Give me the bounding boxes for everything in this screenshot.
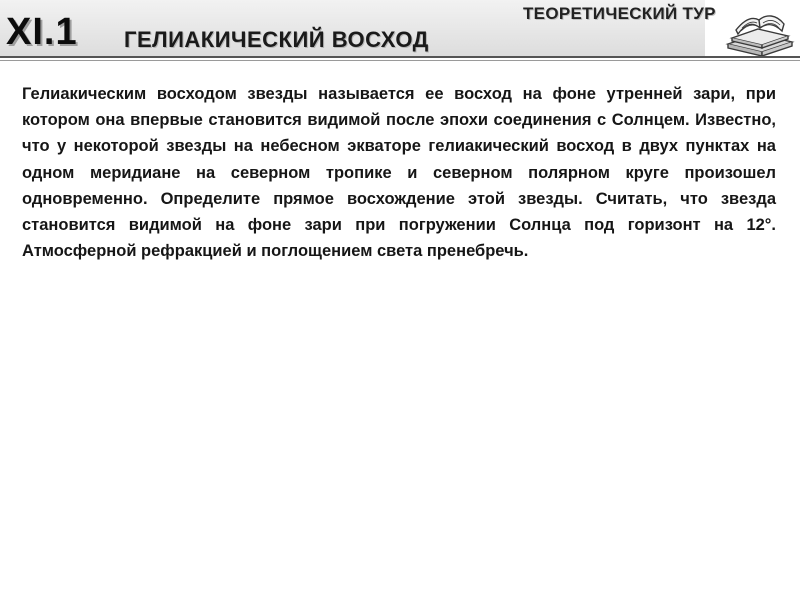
slide-header	[0, 0, 800, 70]
section-number: XI.1	[6, 11, 78, 53]
section-title: ГЕЛИАКИЧЕСКИЙ ВОСХОД	[124, 27, 429, 52]
problem-text: Гелиакическим восходом звезды называется ее восход на фоне утренней зари, при котором она впервые становится видимой после эпохи соединения с Солнцем. Известно, что у некоторой звезды на небесном экваторе гелиакический восход в двух пунктах на одном меридиане на северном тропике и северном полярном круге произошел одновременно. Определите прямое восхождение этой звезды. Считать, что звезда становится видимой на фоне зари при погружении Солнца под горизонт на 12°. Атмосферной рефракцией и поглощением света пренебречь.	[22, 85, 776, 261]
book-icon	[722, 4, 796, 56]
header-divider-thin	[0, 60, 800, 61]
tour-label: ТЕОРЕТИЧЕСКИЙ ТУР	[523, 4, 716, 23]
header-divider	[0, 56, 800, 58]
